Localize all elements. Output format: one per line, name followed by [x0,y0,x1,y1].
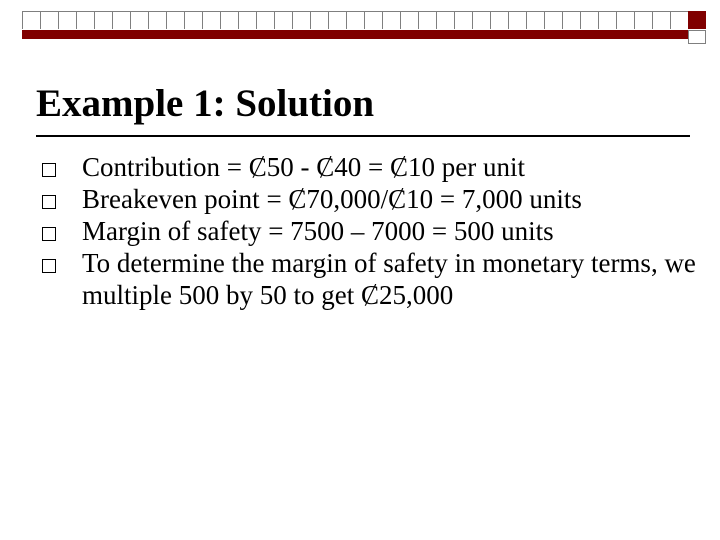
grid-square [149,11,167,29]
bullet-item [40,151,700,183]
grid-square [383,11,401,29]
grid-square [563,11,581,29]
grid-square [221,11,239,29]
grid-square [419,11,437,29]
grid-square [239,11,257,29]
grid-square [527,11,545,29]
corner-accent-square [688,11,706,29]
grid-square [671,11,689,29]
bullet-list [40,151,700,311]
top-decorative-band [0,0,720,45]
grid-square [653,11,671,29]
grid-square [77,11,95,29]
grid-square [635,11,653,29]
grid-square [455,11,473,29]
hollow-square-bullet-icon [42,227,56,241]
grid-square [329,11,347,29]
grid-square [167,11,185,29]
grid-square [275,11,293,29]
grid-square [185,11,203,29]
grid-square [437,11,455,29]
grid-square [491,11,509,29]
grid-square [23,11,41,29]
grid-square [311,11,329,29]
corner-outline-square [688,30,706,44]
square-grid-strip [22,11,689,29]
grid-square [401,11,419,29]
bullet-item [40,183,700,215]
title-underline [36,135,690,137]
bullet-text: Breakeven point = Ȼ70,000/Ȼ10 = 7,000 units [82,184,582,214]
grid-square [203,11,221,29]
hollow-square-bullet-icon [42,195,56,209]
grid-square [41,11,59,29]
grid-square [599,11,617,29]
grid-square [365,11,383,29]
slide-title: Example 1: Solution [36,82,375,125]
bullet-item [40,247,700,311]
grid-square [617,11,635,29]
grid-square [95,11,113,29]
bullet-text: To determine the margin of safety in monetary terms, we multiple 500 by 50 to get Ȼ25,000 [82,248,696,310]
grid-square [131,11,149,29]
hollow-square-bullet-icon [42,259,56,273]
grid-square [545,11,563,29]
grid-square [509,11,527,29]
grid-square [113,11,131,29]
grid-square [59,11,77,29]
bullet-text: Margin of safety = 7500 – 7000 = 500 units [82,216,554,246]
accent-bar [22,30,688,39]
bullet-item [40,215,700,247]
grid-square [293,11,311,29]
grid-square [581,11,599,29]
hollow-square-bullet-icon [42,163,56,177]
bullet-text: Contribution = Ȼ50 - Ȼ40 = Ȼ10 per unit [82,152,525,182]
grid-square [473,11,491,29]
grid-square [347,11,365,29]
grid-square [257,11,275,29]
